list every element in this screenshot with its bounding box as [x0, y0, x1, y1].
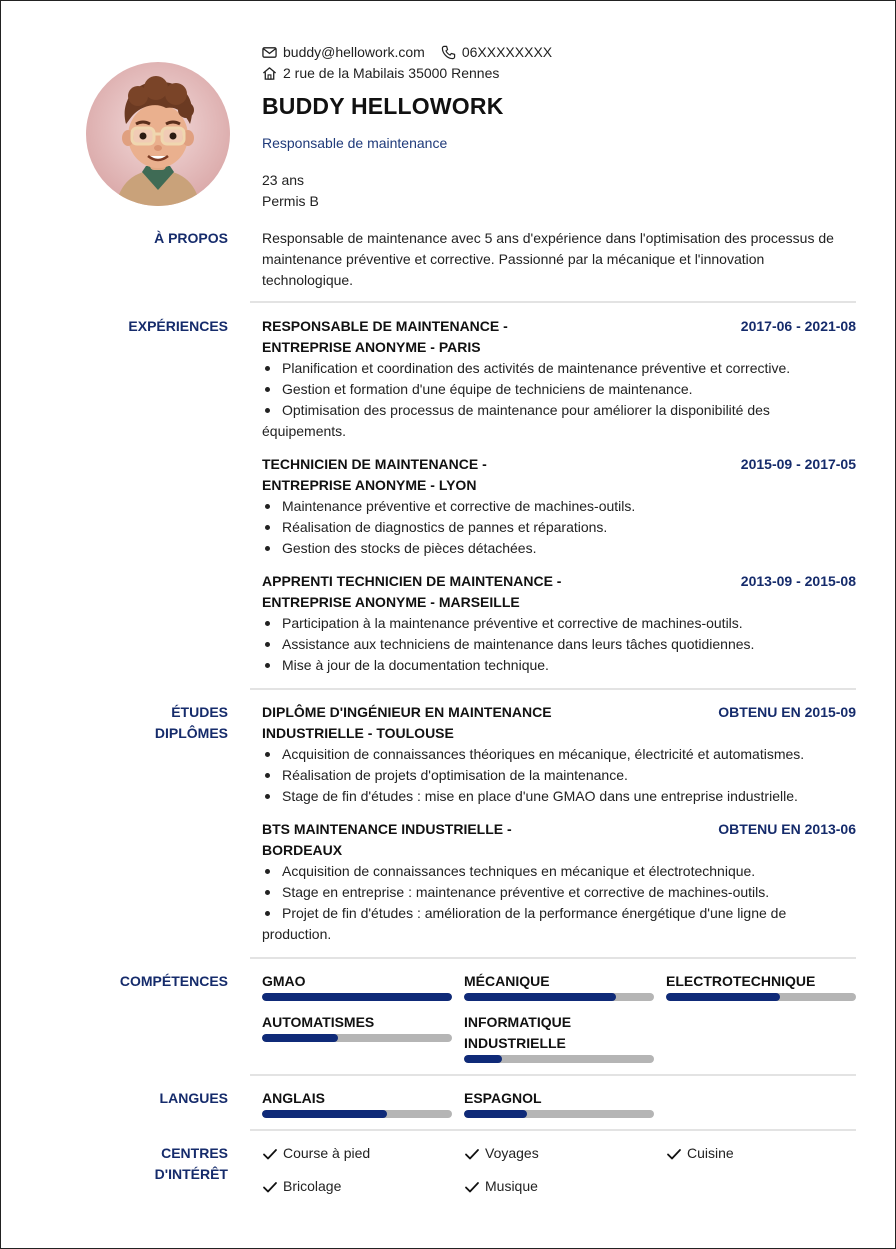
- study-date: OBTENU EN 2015-09: [718, 704, 856, 720]
- phone-icon: [441, 45, 457, 61]
- skill-item: [262, 971, 452, 1001]
- experience-date: 2017-06 - 2021-08: [740, 318, 856, 334]
- section-divider: [250, 301, 856, 303]
- language-item: [262, 1088, 452, 1118]
- list-item: Gestion et formation d'une équipe de techniciens de maintenance.: [262, 379, 856, 400]
- skill-bar-fill: [464, 993, 616, 1001]
- section-label-experiences: EXPÉRIENCES: [128, 318, 228, 334]
- section-divider: [250, 1129, 856, 1131]
- skill-bar-fill: [262, 993, 452, 1001]
- about-text: Responsable de maintenance avec 5 ans d'expérience dans l'optimisation des processus de maintenance préventive et corrective. Passionné par la mécanique et l'innovation technologique.: [262, 230, 834, 288]
- section-label-studies: [68, 702, 228, 744]
- avatar-illustration: [86, 62, 230, 206]
- check-icon: [464, 1146, 480, 1162]
- skill-item: [464, 1012, 654, 1063]
- skill-bar-fill: [464, 1055, 502, 1063]
- personal-info: [262, 170, 319, 212]
- license-text: Permis B: [262, 193, 319, 209]
- interest-item: [262, 1143, 370, 1164]
- section-label-languages: LANGUES: [159, 1090, 228, 1106]
- check-icon: [262, 1146, 278, 1162]
- study-date: OBTENU EN 2013-06: [718, 821, 856, 837]
- interest-item: [464, 1143, 539, 1164]
- section-label-line: CENTRES: [161, 1145, 228, 1161]
- list-item: Optimisation des processus de maintenance pour améliorer la disponibilité des équipements.: [262, 400, 856, 442]
- experience-entry: [262, 316, 856, 442]
- candidate-name: BUDDY HELLOWORK: [262, 93, 504, 119]
- list-item: Stage de fin d'études : mise en place d'une GMAO dans une entreprise industrielle.: [262, 786, 856, 807]
- skill-name: GMAO: [262, 973, 306, 989]
- skill-name: ELECTROTECHNIQUE: [666, 973, 816, 989]
- experience-entry: [262, 571, 856, 676]
- skill-bar: [464, 993, 654, 1001]
- job-title: Responsable de maintenance: [262, 135, 448, 151]
- list-item: Planification et coordination des activités de maintenance préventive et corrective.: [262, 358, 856, 379]
- language-item: [464, 1088, 654, 1118]
- email-text[interactable]: buddy@hellowork.com: [283, 44, 425, 60]
- address-text: 2 rue de la Mabilais 35000 Rennes: [283, 65, 500, 81]
- section-label-line: ÉTUDES: [171, 704, 228, 720]
- skill-name: MÉCANIQUE: [464, 973, 550, 989]
- interest-item: [666, 1143, 734, 1164]
- language-name: ESPAGNOL: [464, 1090, 542, 1106]
- language-bar-fill: [262, 1110, 387, 1118]
- experience-entry: [262, 454, 856, 559]
- interest-item: [464, 1176, 538, 1197]
- list-item: Mise à jour de la documentation technique.: [262, 655, 856, 676]
- skill-bar: [666, 993, 856, 1001]
- experience-date: 2013-09 - 2015-08: [740, 573, 856, 589]
- interest-label: Bricolage: [283, 1178, 342, 1194]
- check-icon: [262, 1179, 278, 1195]
- skill-bar: [262, 993, 452, 1001]
- contact-row: [262, 42, 552, 63]
- experience-date: 2015-09 - 2017-05: [740, 456, 856, 472]
- section-divider: [250, 1074, 856, 1076]
- section-label-line: DIPLÔMES: [154, 725, 228, 741]
- skill-item: [666, 971, 856, 1001]
- skill-bar: [464, 1055, 654, 1063]
- study-entry: [262, 702, 856, 807]
- list-item: Acquisition de connaissances techniques en mécanique et électrotechnique.: [262, 861, 856, 882]
- language-bar: [464, 1110, 654, 1118]
- section-label-line: D'INTÉRÊT: [154, 1166, 228, 1182]
- study-entry: [262, 819, 856, 945]
- list-item: Acquisition de connaissances théoriques en mécanique, électricité et automatismes.: [262, 744, 856, 765]
- skill-item: [262, 1012, 452, 1042]
- list-item: Assistance aux techniciens de maintenance dans leurs tâches quotidiennes.: [262, 634, 856, 655]
- list-item: Stage en entreprise : maintenance préventive et corrective de machines-outils.: [262, 882, 856, 903]
- home-icon: [262, 66, 278, 82]
- interest-label: Course à pied: [283, 1145, 371, 1161]
- check-icon: [464, 1179, 480, 1195]
- section-label-about: À PROPOS: [154, 230, 228, 246]
- list-item: Réalisation de diagnostics de pannes et réparations.: [262, 517, 856, 538]
- skill-name: AUTOMATISMES: [262, 1014, 375, 1030]
- list-item: Participation à la maintenance préventive et corrective de machines-outils.: [262, 613, 856, 634]
- section-divider: [250, 688, 856, 690]
- skill-bar: [262, 1034, 452, 1042]
- skill-name: INFORMATIQUE INDUSTRIELLE: [464, 1014, 572, 1051]
- section-divider: [250, 957, 856, 959]
- list-item: Gestion des stocks de pièces détachées.: [262, 538, 856, 559]
- skill-bar-fill: [262, 1034, 338, 1042]
- skill-item: [464, 971, 654, 1001]
- interest-label: Cuisine: [687, 1145, 734, 1161]
- language-name: ANGLAIS: [262, 1090, 325, 1106]
- age-text: 23 ans: [262, 172, 305, 188]
- language-bar-fill: [464, 1110, 527, 1118]
- phone-text[interactable]: 06XXXXXXXX: [461, 44, 553, 60]
- skill-bar-fill: [666, 993, 780, 1001]
- check-icon: [666, 1146, 682, 1162]
- list-item: Projet de fin d'études : amélioration de la performance énergétique d'une ligne de production.: [262, 903, 856, 945]
- experience-title: APPRENTI TECHNICIEN DE MAINTENANCE - ENTREPRISE ANONYME - MARSEILLE: [262, 573, 562, 610]
- avatar: [86, 62, 230, 206]
- list-item: Maintenance préventive et corrective de machines-outils.: [262, 496, 856, 517]
- study-title: DIPLÔME D'INGÉNIEUR EN MAINTENANCE INDUSTRIELLE - TOULOUSE: [262, 704, 552, 741]
- interest-label: Voyages: [485, 1145, 539, 1161]
- section-label-skills: COMPÉTENCES: [119, 973, 228, 989]
- interest-item: [262, 1176, 341, 1197]
- section-label-interests: [68, 1143, 228, 1185]
- address-row: [262, 63, 499, 84]
- experience-title: RESPONSABLE DE MAINTENANCE - ENTREPRISE ANONYME - PARIS: [262, 318, 508, 355]
- interest-label: Musique: [485, 1178, 538, 1194]
- experience-title: TECHNICIEN DE MAINTENANCE - ENTREPRISE ANONYME - LYON: [262, 456, 487, 493]
- study-title: BTS MAINTENANCE INDUSTRIELLE - BORDEAUX: [262, 821, 512, 858]
- envelope-icon: [262, 45, 278, 61]
- language-bar: [262, 1110, 452, 1118]
- list-item: Réalisation de projets d'optimisation de la maintenance.: [262, 765, 856, 786]
